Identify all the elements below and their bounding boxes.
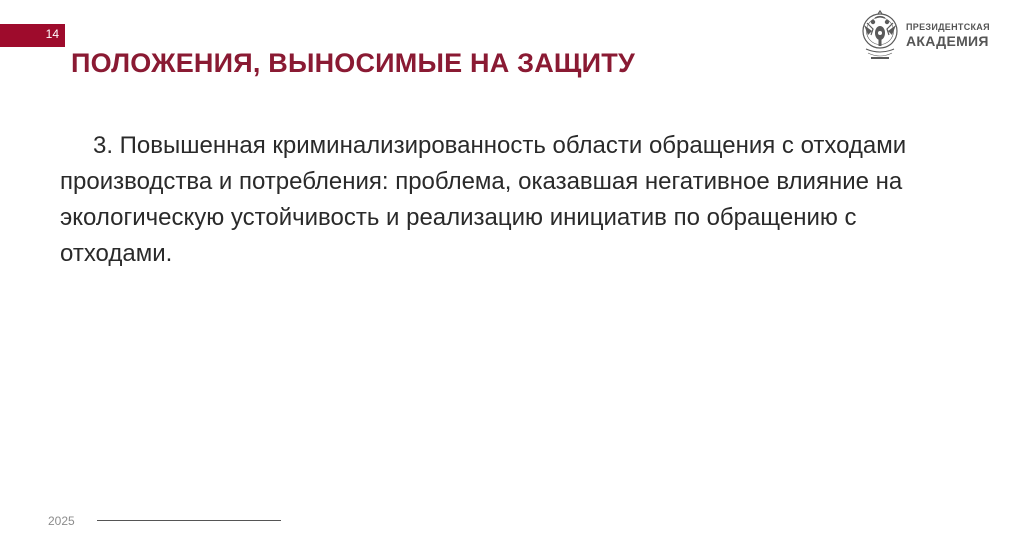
slide-body-text: 3. Повышенная криминализированность области обращения с отходами производства и потребления: проблема, оказавшая негативное влияние на экологическую устойчивость и реализацию инициатив по обращению с отходами. [60, 132, 907, 267]
double-headed-eagle-emblem-icon [858, 9, 902, 63]
academy-logo [858, 9, 998, 63]
footer-divider [97, 520, 281, 521]
logo-text [906, 23, 990, 48]
page-number-tab [0, 24, 65, 47]
page-number: 14 [45, 27, 59, 41]
logo-line-academy: АКАДЕМИЯ [906, 33, 989, 49]
slide-title: ПОЛОЖЕНИЯ, ВЫНОСИМЫЕ НА ЗАЩИТУ [71, 48, 635, 78]
footer-year: 2025 [48, 514, 75, 528]
logo-line-president: ПРЕЗИДЕНТСКАЯ [906, 22, 990, 32]
